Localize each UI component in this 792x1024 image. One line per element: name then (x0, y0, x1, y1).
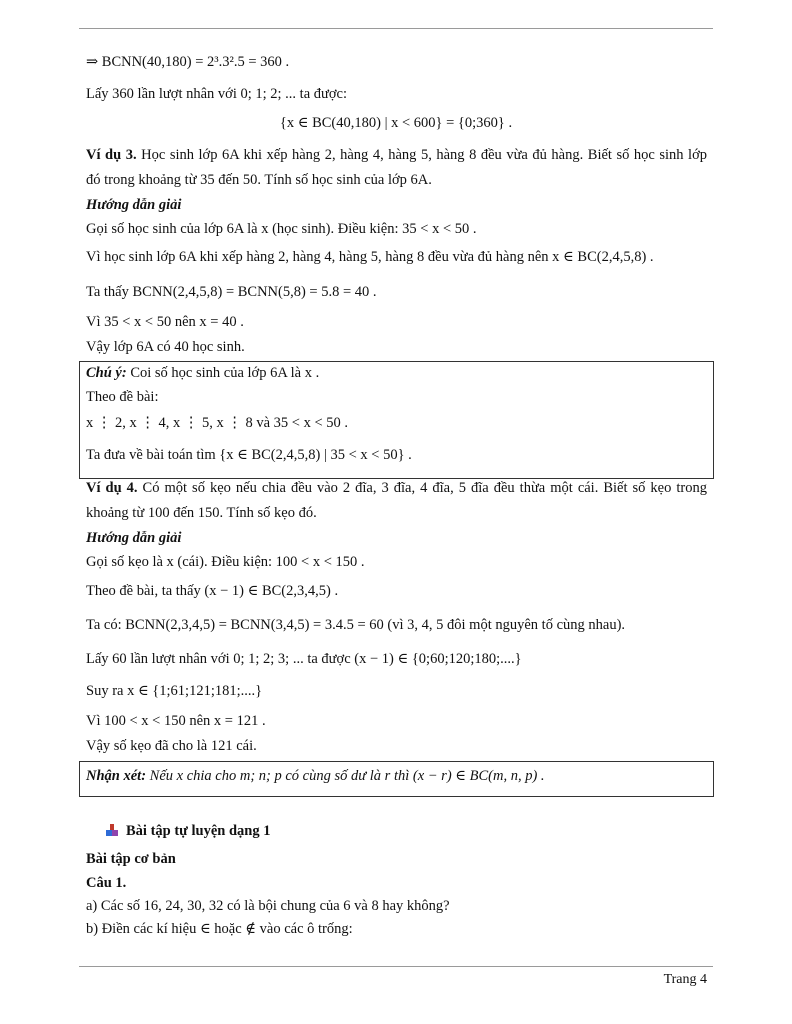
question-1a: a) Các số 16, 24, 30, 32 có là bội chung của 6 và 8 hay không? (86, 898, 450, 914)
example-3-label: Ví dụ 3. (86, 147, 137, 163)
bullet-icon (106, 824, 118, 836)
question-1-label: Câu 1. (86, 875, 127, 891)
note-line (86, 364, 319, 382)
example-4-text-1: Có một số kẹo nếu chia đều vào 2 đĩa, 3 đĩa, 4 đĩa, 5 đĩa đều thừa một cái. Biết số kẹo trong (142, 480, 707, 496)
line-x-minus-1-in-bc: Theo đề bài, ta thấy (x − 1) ∈ BC(2,3,4,5) . (86, 583, 339, 599)
question-1b: b) Điền các kí hiệu ∈ hoặc ∉ vào các ô trống: (86, 921, 353, 937)
header-rule (79, 28, 713, 29)
line-answer-121: Vậy số kẹo đã cho là 121 cái. (86, 738, 257, 754)
section-heading (106, 822, 270, 840)
remark-line (86, 767, 545, 785)
line-x-set: Suy ra x ∈ {1;61;121;181;....} (86, 683, 263, 699)
line-let-x-students: Gọi số học sinh của lớp 6A là x (học sinh). Điều kiện: 35 < x < 50 . (86, 221, 477, 237)
line-set-result: {x ∈ BC(40,180) | x < 600} = {0;360} . (279, 115, 513, 131)
example-4-line-2: khoảng từ 100 đến 150. Tính số kẹo đó. (86, 505, 317, 521)
guide-heading-1: Hướng dẫn giải (86, 197, 182, 213)
line-by-problem: Theo đề bài: (86, 389, 159, 405)
example-3-line-2: đó trong khoảng từ 35 đến 50. Tính số học sinh của lớp 6A. (86, 172, 432, 188)
example-4-line-1 (86, 479, 707, 497)
line-x-in-bc: Vì học sinh lớp 6A khi xếp hàng 2, hàng 4, hàng 5, hàng 8 đều vừa đủ hàng nên x ∈ BC(2,4,5,8) . (86, 249, 654, 265)
line-bcnn-40-180: ⇒ BCNN(40,180) = 2³.3².5 = 360 . (86, 54, 290, 70)
guide-heading-2: Hướng dẫn giải (86, 530, 182, 546)
line-bcnn-2458: Ta thấy BCNN(2,4,5,8) = BCNN(5,8) = 5.8 = 40 . (86, 284, 377, 300)
page-number: Trang 4 (663, 972, 707, 987)
line-multiply-360: Lấy 360 lần lượt nhân với 0; 1; 2; ... ta được: (86, 86, 348, 102)
line-let-x-candies: Gọi số kẹo là x (cái). Điều kiện: 100 < x < 150 . (86, 554, 365, 570)
line-divisibility: x ⋮ 2, x ⋮ 4, x ⋮ 5, x ⋮ 8 và 35 < x < 50 . (86, 415, 349, 431)
example-3-text-1: Học sinh lớp 6A khi xếp hàng 2, hàng 4, hàng 5, hàng 8 đều vừa đủ hàng. Biết số học sinh lớp (141, 147, 708, 163)
line-reduce-problem: Ta đưa về bài toán tìm {x ∈ BC(2,4,5,8) | 35 < x < 50} . (86, 447, 412, 463)
note-label: Chú ý: (86, 365, 127, 381)
line-class-has-40: Vậy lớp 6A có 40 học sinh. (86, 339, 245, 355)
line-x-equals-121: Vì 100 < x < 150 nên x = 121 . (86, 713, 266, 729)
footer-rule (79, 966, 713, 967)
line-multiply-60: Lấy 60 lần lượt nhân với 0; 1; 2; 3; ... ta được (x − 1) ∈ {0;60;120;180;....} (86, 651, 522, 667)
note-text: Coi số học sinh của lớp 6A là x . (126, 365, 320, 381)
remark-text: Nếu x chia cho m; n; p có cùng số dư là r thì (x − r) ∈ BC(m, n, p) . (146, 768, 545, 784)
line-bcnn-2345: Ta có: BCNN(2,3,4,5) = BCNN(3,4,5) = 3.4.5 = 60 (vì 3, 4, 5 đôi một nguyên tố cùng nhau). (86, 617, 626, 633)
line-x-equals-40: Vì 35 < x < 50 nên x = 40 . (86, 314, 244, 330)
example-4-label: Ví dụ 4. (86, 480, 138, 496)
basic-exercises-heading: Bài tập cơ bản (86, 851, 176, 867)
example-3-line-1 (86, 146, 707, 164)
section-title: Bài tập tự luyện dạng 1 (126, 823, 271, 839)
remark-label: Nhận xét: (86, 768, 147, 784)
